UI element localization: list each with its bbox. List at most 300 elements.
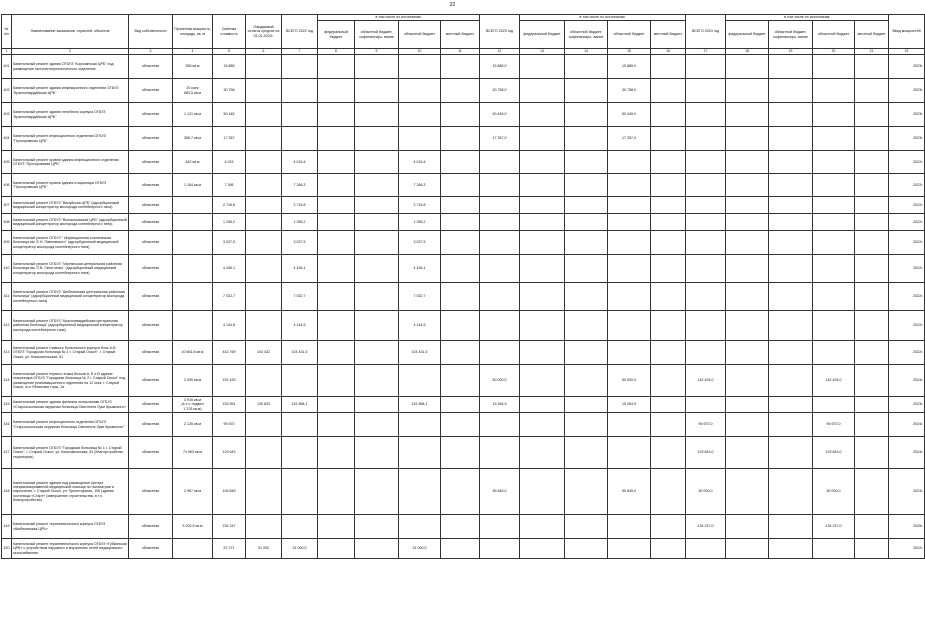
regional-cofin-2024 (769, 413, 813, 437)
federal-2023 (520, 515, 565, 539)
federal-2024 (726, 539, 769, 559)
total-2024 (686, 55, 726, 79)
capacity: 1 121 кв.м (173, 103, 213, 127)
remainder (246, 437, 282, 469)
object-name: Капитальный ремонт ОГБУЗ "Волоконовская ЦРБ" (адсорбционный медицинский концентратор кислорода контейнерного типа) (12, 214, 129, 231)
total-2022: 3 037,5 (282, 231, 318, 255)
federal-2023 (520, 79, 565, 103)
capacity: 642 кв.м (173, 151, 213, 174)
regional-cofin-2024 (769, 79, 813, 103)
total-2024 (686, 79, 726, 103)
federal-2022 (318, 515, 355, 539)
regional-cofin-2022 (355, 413, 399, 437)
header-capacity: Проектная мощность, площадь, кв. м (173, 15, 213, 49)
federal-2023 (520, 437, 565, 469)
federal-2022 (318, 55, 355, 79)
ownership: областная (129, 127, 173, 151)
total-2022: 7 266,3 (282, 174, 318, 197)
regional-cofin-2023 (565, 283, 608, 311)
regional-2022: 4 144,5 (399, 311, 441, 341)
estimated-cost: 192 425 (213, 365, 246, 397)
regional-cofin-2022 (355, 255, 399, 283)
estimated-cost: 2 716,8 (213, 197, 246, 214)
local-2023 (651, 103, 686, 127)
regional-cofin-2023 (565, 174, 608, 197)
regional-2022 (399, 413, 441, 437)
column-number: 4 (173, 49, 213, 55)
total-2022 (282, 79, 318, 103)
total-2022 (282, 55, 318, 79)
column-number: 8 (318, 49, 355, 55)
total-2023 (480, 255, 520, 283)
local-2024 (855, 515, 889, 539)
ownership: областная (129, 397, 173, 413)
commission-year: 2024г. (889, 437, 925, 469)
regional-cofin-2023 (565, 437, 608, 469)
federal-2024 (726, 437, 769, 469)
column-number: 1 (2, 49, 12, 55)
federal-2023 (520, 214, 565, 231)
column-number: 20 (813, 49, 855, 55)
table-row (2, 197, 925, 214)
total-2023 (480, 413, 520, 437)
header-local-2023: местный бюджет (651, 21, 686, 49)
column-number: 13 (520, 49, 565, 55)
object-name: Капитальный ремонт здания под размещение Центра специализированной медицинской помощи по психиатрии и наркологии, г. Старый Оскол, ул. Пролетарская, 105 (здание гостиницы «Старт» (завершение строительства, в т.ч. благоустройство) (12, 469, 129, 515)
column-number: 19 (769, 49, 813, 55)
header-cost: Сметная стоимость (213, 15, 246, 49)
capacity: 355 кв.м (173, 55, 213, 79)
regional-2022: 7 032,7 (399, 283, 441, 311)
object-name: Капитальный ремонт терапевтического корпуса ОГБУЗ «Губкинская ЦРБ» с устройством наружных и внутренних сетей медицинского газоснабжения (12, 539, 129, 559)
regional-cofin-2024 (769, 103, 813, 127)
commission-year: 2024г. (889, 469, 925, 515)
commission-year: 2022г. (889, 283, 925, 311)
total-2022: 115 368,1 (282, 397, 318, 413)
remainder (246, 151, 282, 174)
regional-cofin-2022 (355, 341, 399, 365)
object-name: Капитальный ремонт инфекционного отделения ОГБУЗ "Прохоровская ЦРБ" (12, 127, 129, 151)
object-name: Капитальный ремонт главного больничного корпуса блок А-В ОГБУЗ "Городская больница № 1 г. Старый Оскол", г. Старый Оскол, ул. Комсомольская, 81 (12, 341, 129, 365)
regional-2024 (813, 174, 855, 197)
local-2024 (855, 365, 889, 397)
total-2024: 95 670,0 (686, 413, 726, 437)
regional-2024 (813, 311, 855, 341)
header-name: Наименование заказчиков, отраслей, объектов (12, 15, 129, 49)
column-number: 14 (565, 49, 608, 55)
row-number: 403 (2, 103, 12, 127)
total-2023 (480, 197, 520, 214)
capacity: 5 202,5 кв.м (173, 515, 213, 539)
header-local-2024: местный бюджет (855, 21, 889, 49)
regional-2022: 1 256,2 (399, 214, 441, 231)
federal-2024 (726, 469, 769, 515)
row-number: 410 (2, 255, 12, 283)
federal-2024 (726, 151, 769, 174)
local-2023 (651, 174, 686, 197)
row-number: 414 (2, 365, 12, 397)
capacity (173, 255, 213, 283)
federal-2023 (520, 197, 565, 214)
federal-2023 (520, 231, 565, 255)
regional-2024 (813, 55, 855, 79)
estimated-cost: 4 436,1 (213, 255, 246, 283)
object-name: Капитальный ремонт ОГБУЗ " Инфекционная клиническая больница им. Е.Н. Павловского" (адсорбционный медицинский концентратор кислорода контейнерного типа) (12, 231, 129, 255)
object-name: Капитальный ремонт здания ОГБУЗ "Корочанская ЦРБ" под размещение гастроэнтерологического отделения (12, 55, 129, 79)
local-2023 (651, 539, 686, 559)
local-2023 (651, 365, 686, 397)
regional-2023 (608, 214, 651, 231)
total-2022 (282, 365, 318, 397)
row-number: 407 (2, 197, 12, 214)
regional-2023: 55 845,0 (608, 469, 651, 515)
object-name: Капитальный ремонт здания инфекционного отделения ОГБУЗ "Красногвардейская ЦРБ" (12, 79, 129, 103)
table-row (2, 103, 925, 127)
remainder: 104 432 (246, 341, 282, 365)
regional-cofin-2023 (565, 55, 608, 79)
federal-2022 (318, 127, 355, 151)
estimated-cost: 7 266 (213, 174, 246, 197)
object-name: Капитальный ремонт ОГБУЗ "Городская больница № 1 г. Старый Оскол", г. Старый Оскол, ул. Комсомольская, 81 (благоустройство территории) (12, 437, 129, 469)
federal-2022 (318, 437, 355, 469)
local-2024 (855, 341, 889, 365)
estimated-cost: 3 037,5 (213, 231, 246, 255)
regional-cofin-2023 (565, 397, 608, 413)
regional-cofin-2022 (355, 365, 399, 397)
object-name: Капитальный ремонт первого этажа блоков А, Б и В здания стационара ОГБУЗ "Городская больница № 2 г. Старый Оскол" под размещение реанимационного отделения на 12 коек, г. Старый Оскол, м-н Ублинские горы, 1а (12, 365, 129, 397)
federal-2022 (318, 231, 355, 255)
regional-cofin-2024 (769, 127, 813, 151)
remainder (246, 365, 282, 397)
federal-2024 (726, 103, 769, 127)
ownership: областная (129, 231, 173, 255)
header-sources-2022: в том числе по источникам: (318, 15, 480, 21)
regional-cofin-2023 (565, 365, 608, 397)
capacity: 2 967 кв.м (173, 469, 213, 515)
ownership: областная (129, 283, 173, 311)
regional-cofin-2022 (355, 151, 399, 174)
regional-cofin-2022 (355, 515, 399, 539)
regional-cofin-2024 (769, 255, 813, 283)
total-2022 (282, 127, 318, 151)
local-2022 (441, 231, 480, 255)
regional-2022 (399, 437, 441, 469)
local-2024 (855, 127, 889, 151)
local-2022 (441, 311, 480, 341)
object-name: Капитальный ремонт кровли здания инфекционного отделения ОГБУЗ "Прохоровская ЦРБ" (12, 151, 129, 174)
total-2022: 7 032,7 (282, 283, 318, 311)
regional-cofin-2024 (769, 469, 813, 515)
estimated-cost: 234 247 (213, 515, 246, 539)
commission-year: 2024г. (889, 365, 925, 397)
federal-2023 (520, 341, 565, 365)
local-2022 (441, 365, 480, 397)
object-name: Капитальный ремонт здания филиала поликлиники ОГБУЗ «Старооскольская окружная больница Святителя Луки Крымского» (12, 397, 129, 413)
header-local-2022: местный бюджет (441, 21, 480, 49)
local-2023 (651, 283, 686, 311)
federal-2022 (318, 365, 355, 397)
local-2024 (855, 469, 889, 515)
local-2024 (855, 231, 889, 255)
commission-year: 2023г. (889, 127, 925, 151)
total-2024 (686, 397, 726, 413)
regional-2022 (399, 103, 441, 127)
regional-cofin-2023 (565, 469, 608, 515)
remainder (246, 127, 282, 151)
regional-cofin-2023 (565, 539, 608, 559)
regional-2024 (813, 231, 855, 255)
regional-2024 (813, 397, 855, 413)
local-2023 (651, 197, 686, 214)
local-2023 (651, 255, 686, 283)
remainder (246, 174, 282, 197)
regional-2023: 15 264,9 (608, 397, 651, 413)
commission-year: 2022г. (889, 539, 925, 559)
commission-year: 2023г. (889, 397, 925, 413)
local-2023 (651, 413, 686, 437)
federal-2023 (520, 255, 565, 283)
total-2022: 2 716,8 (282, 197, 318, 214)
regional-2024 (813, 79, 855, 103)
local-2024 (855, 539, 889, 559)
total-2023: 50 445,0 (480, 103, 520, 127)
federal-2023 (520, 55, 565, 79)
regional-2022 (399, 515, 441, 539)
regional-cofin-2022 (355, 79, 399, 103)
page-number: 22 (449, 2, 456, 8)
row-number: 408 (2, 214, 12, 231)
commission-year: 2023г. (889, 55, 925, 79)
row-number: 404 (2, 127, 12, 151)
regional-2024 (813, 539, 855, 559)
federal-2022 (318, 103, 355, 127)
header-sources-2024: в том числе по источникам: (726, 15, 889, 21)
capacity: 20 коек 683,5 кв.м (173, 79, 213, 103)
federal-2023 (520, 539, 565, 559)
remainder (246, 413, 282, 437)
row-number: 417 (2, 437, 12, 469)
regional-2024 (813, 151, 855, 174)
column-number: 17 (686, 49, 726, 55)
regional-2023 (608, 197, 651, 214)
regional-cofin-2022 (355, 311, 399, 341)
regional-2024: 142 425,0 (813, 365, 855, 397)
local-2022 (441, 539, 480, 559)
total-2022 (282, 103, 318, 127)
remainder: 130 633 (246, 397, 282, 413)
table-row (2, 79, 925, 103)
regional-2024: 95 670,0 (813, 413, 855, 437)
column-number: 22 (889, 49, 925, 55)
capacity (173, 214, 213, 231)
regional-2024 (813, 214, 855, 231)
ownership: областная (129, 539, 173, 559)
total-2024 (686, 174, 726, 197)
table-row (2, 311, 925, 341)
regional-cofin-2022 (355, 174, 399, 197)
table-row (2, 413, 925, 437)
commission-year: 2022г. (889, 341, 925, 365)
total-2023 (480, 151, 520, 174)
local-2022 (441, 469, 480, 515)
local-2024 (855, 55, 889, 79)
column-number: 15 (608, 49, 651, 55)
regional-2024: 50 000,0 (813, 469, 855, 515)
total-2022: 31 000,0 (282, 539, 318, 559)
regional-cofin-2024 (769, 214, 813, 231)
federal-2023 (520, 365, 565, 397)
regional-2022: 31 000,0 (399, 539, 441, 559)
federal-2022 (318, 174, 355, 197)
regional-2022: 7 266,3 (399, 174, 441, 197)
local-2023 (651, 341, 686, 365)
ownership: областная (129, 103, 173, 127)
regional-cofin-2024 (769, 55, 813, 79)
total-2023 (480, 341, 520, 365)
ownership: областная (129, 79, 173, 103)
ownership: областная (129, 437, 173, 469)
estimated-cost: 95 670 (213, 413, 246, 437)
total-2022: 1 256,2 (282, 214, 318, 231)
regional-2023 (608, 283, 651, 311)
column-number: 3 (129, 49, 173, 55)
ownership: областная (129, 515, 173, 539)
regional-2023: 15 885,0 (608, 55, 651, 79)
federal-2024 (726, 283, 769, 311)
federal-2024 (726, 174, 769, 197)
row-number: 406 (2, 174, 12, 197)
federal-2023 (520, 151, 565, 174)
regional-cofin-2023 (565, 231, 608, 255)
remainder (246, 79, 282, 103)
total-2024 (686, 214, 726, 231)
capacity: 2 090 кв.м (173, 365, 213, 397)
local-2024 (855, 397, 889, 413)
local-2024 (855, 174, 889, 197)
federal-2022 (318, 214, 355, 231)
table-row (2, 174, 925, 197)
commission-year: 2022г. (889, 311, 925, 341)
regional-cofin-2023 (565, 255, 608, 283)
column-number: 9 (355, 49, 399, 55)
federal-2024 (726, 127, 769, 151)
total-2023 (480, 174, 520, 197)
column-number: 12 (480, 49, 520, 55)
ownership: областная (129, 197, 173, 214)
remainder (246, 103, 282, 127)
row-number: 420 (2, 539, 12, 559)
local-2023 (651, 311, 686, 341)
local-2022 (441, 103, 480, 127)
total-2024 (686, 311, 726, 341)
total-2024 (686, 151, 726, 174)
total-2024 (686, 341, 726, 365)
commission-year: 2022г. (889, 174, 925, 197)
object-name: Капитальный ремонт кровли здания стационара ОГБУЗ "Прохоровская ЦРБ" (12, 174, 129, 197)
remainder (246, 255, 282, 283)
column-number: 21 (855, 49, 889, 55)
table-row (2, 255, 925, 283)
regional-cofin-2022 (355, 437, 399, 469)
regional-2022 (399, 469, 441, 515)
regional-2024: 134 247,0 (813, 515, 855, 539)
regional-cofin-2023 (565, 127, 608, 151)
capacity (173, 311, 213, 341)
remainder (246, 197, 282, 214)
commission-year: 2024г. (889, 413, 925, 437)
table-row (2, 231, 925, 255)
total-2024 (686, 127, 726, 151)
local-2024 (855, 79, 889, 103)
federal-2023 (520, 469, 565, 515)
total-2023: 15 264,9 (480, 397, 520, 413)
row-number: 418 (2, 469, 12, 515)
regional-cofin-2024 (769, 365, 813, 397)
local-2023 (651, 79, 686, 103)
local-2023 (651, 55, 686, 79)
object-name: Капитальный ремонт ОГБУЗ "Шебекинская центральная районная больница" (адсорбционный медицинский концентратор кислорода контейнерного типа) (12, 283, 129, 311)
row-number: 401 (2, 55, 12, 79)
column-number: 6 (246, 49, 282, 55)
federal-2024 (726, 515, 769, 539)
total-2024 (686, 231, 726, 255)
remainder (246, 469, 282, 515)
local-2024 (855, 214, 889, 231)
ownership: областная (129, 255, 173, 283)
federal-2024 (726, 341, 769, 365)
regional-2022: 2 716,8 (399, 197, 441, 214)
total-2023 (480, 231, 520, 255)
local-2023 (651, 127, 686, 151)
regional-2022: 115 368,1 (399, 397, 441, 413)
capacity (173, 197, 213, 214)
total-2024 (686, 103, 726, 127)
total-2024: 129 643,0 (686, 437, 726, 469)
header-total-2024: ВСЕГО 2024 год (686, 15, 726, 49)
federal-2023 (520, 127, 565, 151)
capacity: 385,7 кв.м (173, 127, 213, 151)
ownership: областная (129, 151, 173, 174)
total-2023 (480, 214, 520, 231)
total-2022: 4 436,1 (282, 255, 318, 283)
federal-2022 (318, 255, 355, 283)
federal-2023 (520, 397, 565, 413)
regional-2023: 50 445,0 (608, 103, 651, 127)
regional-2022 (399, 55, 441, 79)
total-2023 (480, 311, 520, 341)
regional-cofin-2023 (565, 79, 608, 103)
table-row (2, 515, 925, 539)
capacity: 1 164 кв.м (173, 174, 213, 197)
regional-cofin-2024 (769, 515, 813, 539)
regional-cofin-2022 (355, 214, 399, 231)
federal-2022 (318, 197, 355, 214)
local-2024 (855, 413, 889, 437)
regional-2023 (608, 174, 651, 197)
total-2024 (686, 539, 726, 559)
regional-cofin-2022 (355, 397, 399, 413)
regional-cofin-2023 (565, 515, 608, 539)
local-2023 (651, 151, 686, 174)
table-row (2, 365, 925, 397)
table-row (2, 341, 925, 365)
federal-2023 (520, 174, 565, 197)
table-row (2, 437, 925, 469)
table-row (2, 55, 925, 79)
table-row (2, 397, 925, 413)
regional-cofin-2023 (565, 413, 608, 437)
regional-2024 (813, 197, 855, 214)
